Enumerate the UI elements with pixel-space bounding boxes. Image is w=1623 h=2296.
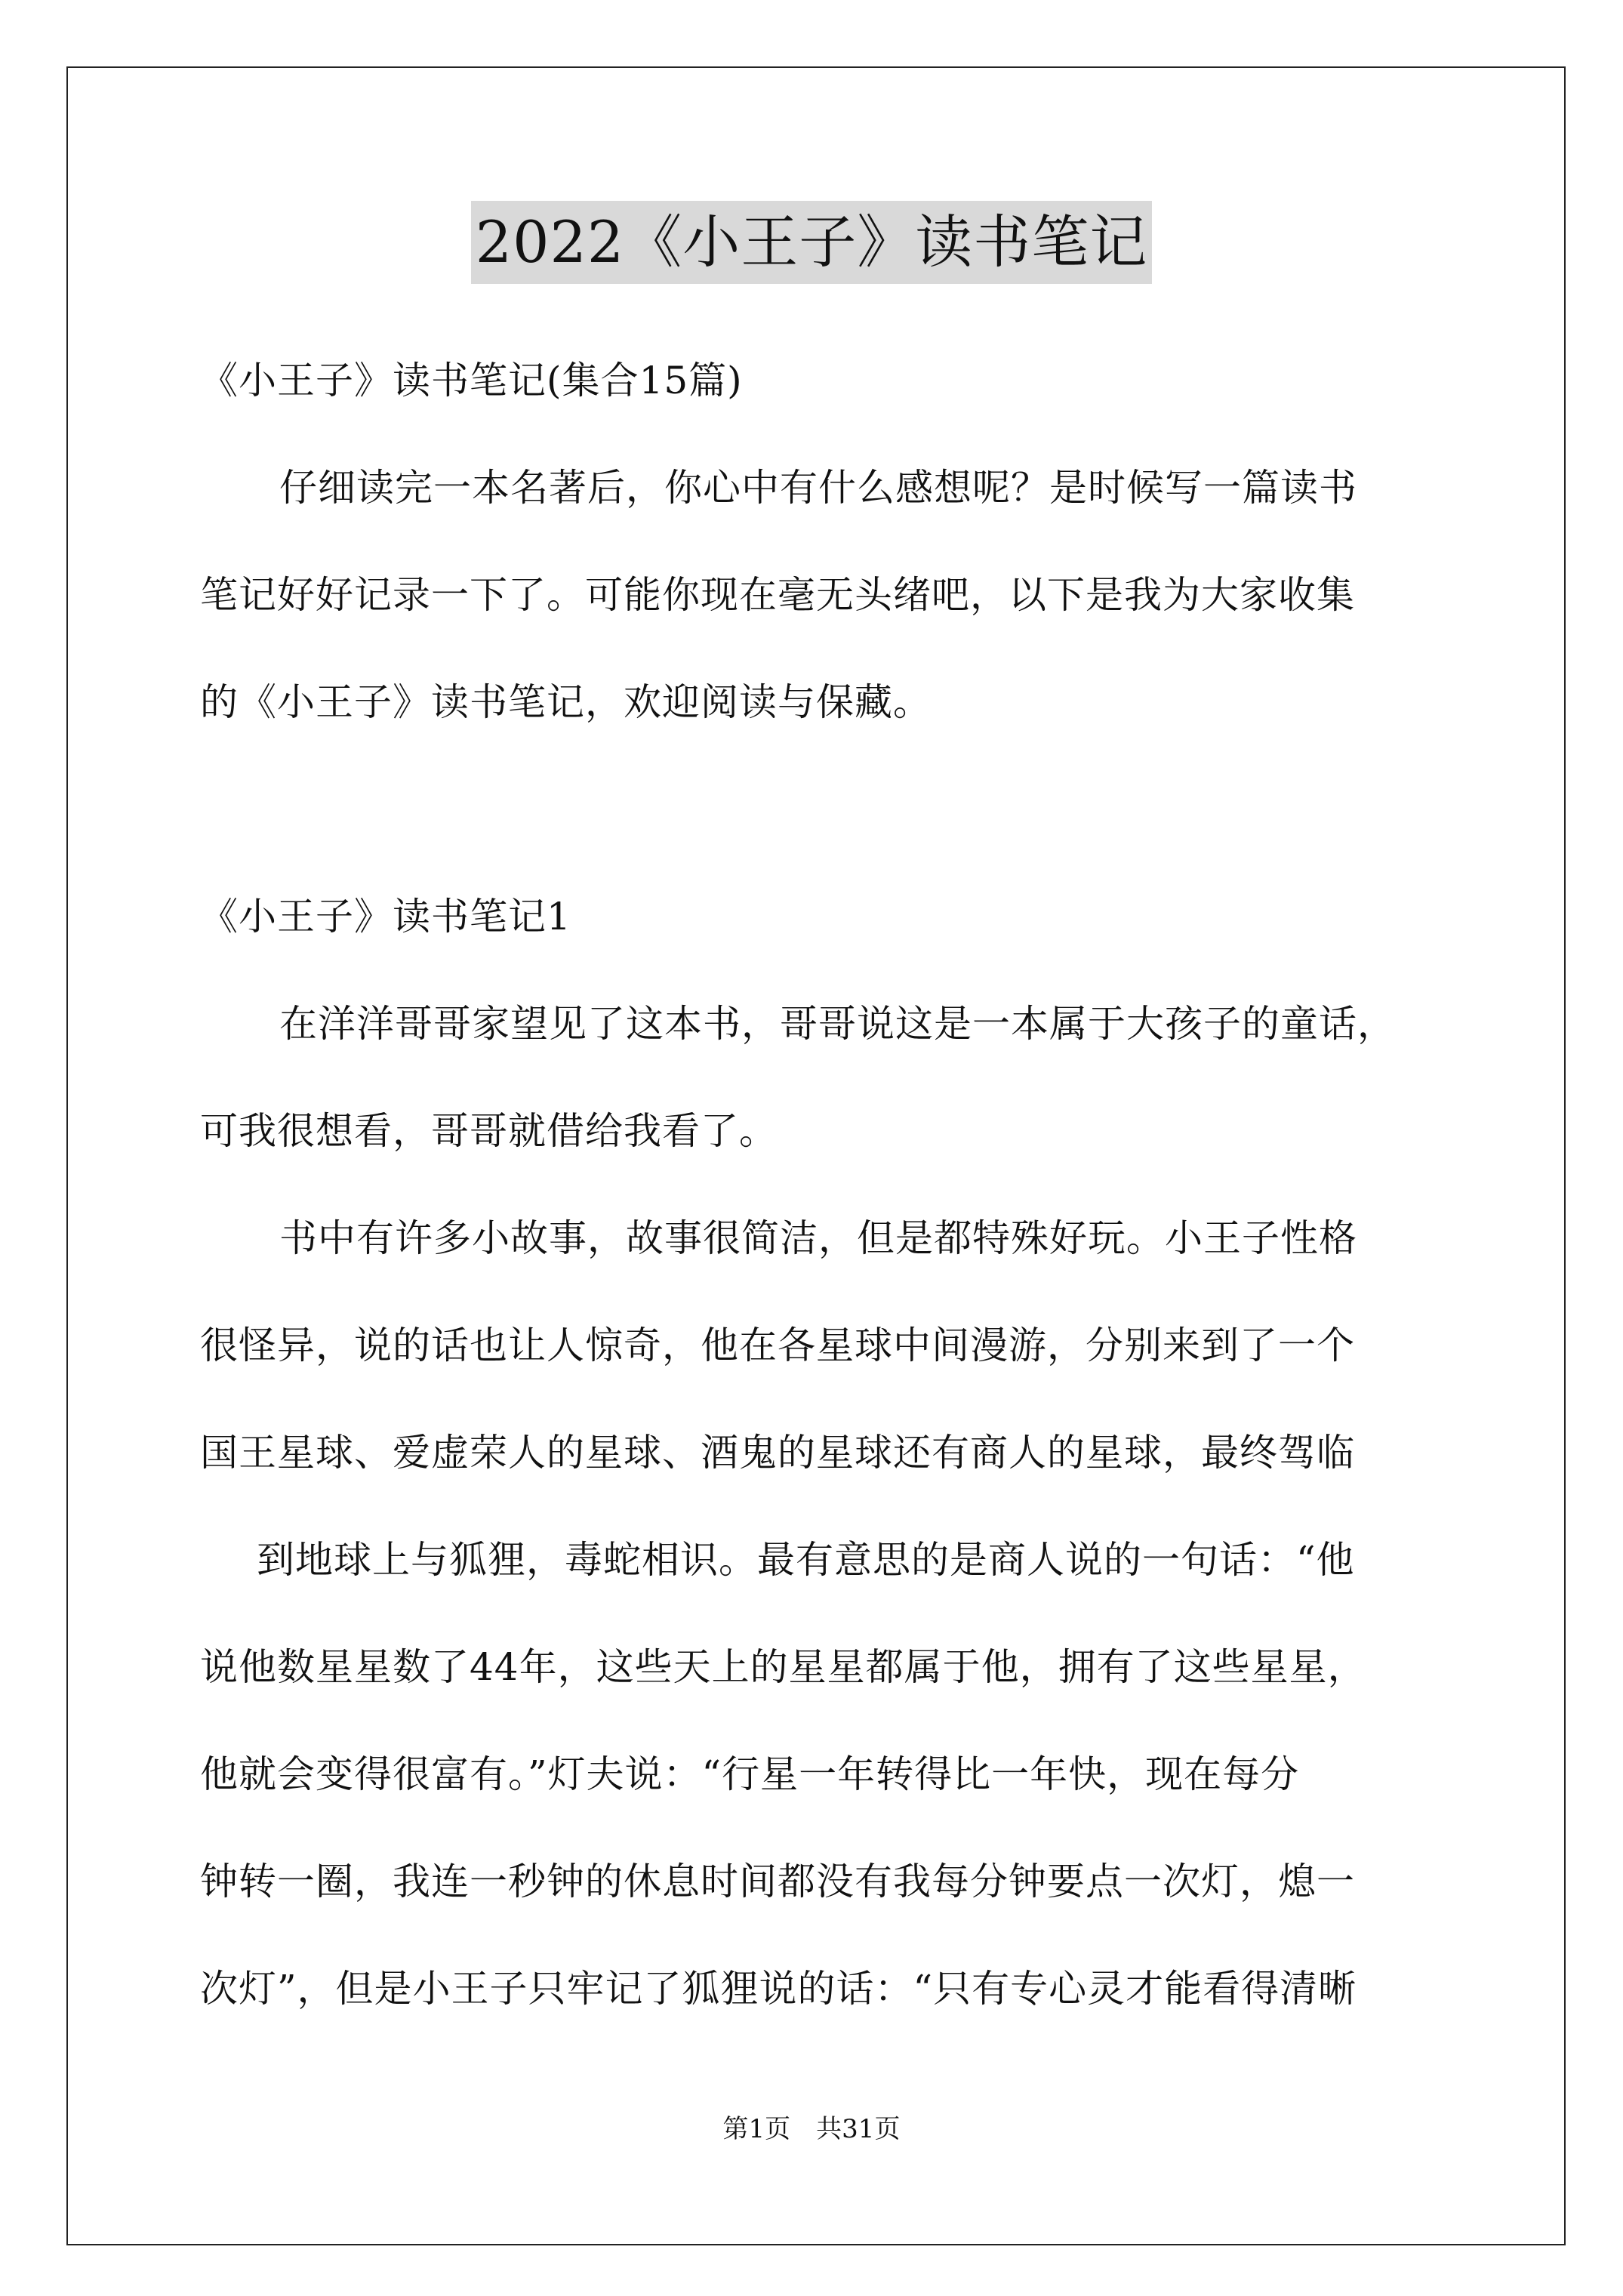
paragraph-line: 书中有许多小故事，故事很简洁，但是都特殊好玩。小王子性格 [279,1216,1357,1260]
paragraph-line: 很怪异，说的话也让人惊奇，他在各星球中间漫游，分别来到了一个 [200,1324,1355,1367]
paragraph-line: 次灯”，但是小王子只牢记了狐狸说的话：“只有专心灵才能看得清晰 [200,1967,1357,2011]
document-subtitle: 《小王子》读书笔记(集合15篇) [200,359,743,402]
section-heading: 《小王子》读书笔记1 [200,895,571,938]
paragraph-line: 说他数星星数了44年，这些天上的星星都属于他，拥有了这些星星， [200,1645,1366,1689]
document-title: 2022《小王子》读书笔记 [471,201,1152,284]
intro-line: 仔细读完一本名著后，你心中有什么感想呢？是时候写一篇读书 [279,466,1357,510]
paragraph-line: 国王星球、爱虚荣人的星球、酒鬼的星球还有商人的星球，最终驾临 [200,1431,1355,1475]
title-container [0,201,1623,284]
intro-line: 的《小王子》读书笔记，欢迎阅读与保藏。 [200,680,932,724]
paragraph-line: 可我很想看，哥哥就借给我看了。 [200,1109,778,1153]
paragraph-line: 在洋洋哥哥家望见了这本书，哥哥说这是一本属于大孩子的童话， [279,1002,1396,1046]
paragraph-line: 他就会变得很富有。”灯夫说：“行星一年转得比一年快，现在每分 [200,1752,1300,1796]
paragraph-line: 钟转一圈，我连一秒钟的休息时间都没有我每分钟要点一次灯，熄一 [200,1860,1355,1903]
intro-line: 笔记好好记录一下了。可能你现在毫无头绪吧，以下是我为大家收集 [200,573,1355,617]
page-number-footer: 第1页 共31页 [722,2114,901,2144]
paragraph-line: 到地球上与狐狸，毒蛇相识。最有意思的是商人说的一句话：“他 [257,1538,1355,1582]
